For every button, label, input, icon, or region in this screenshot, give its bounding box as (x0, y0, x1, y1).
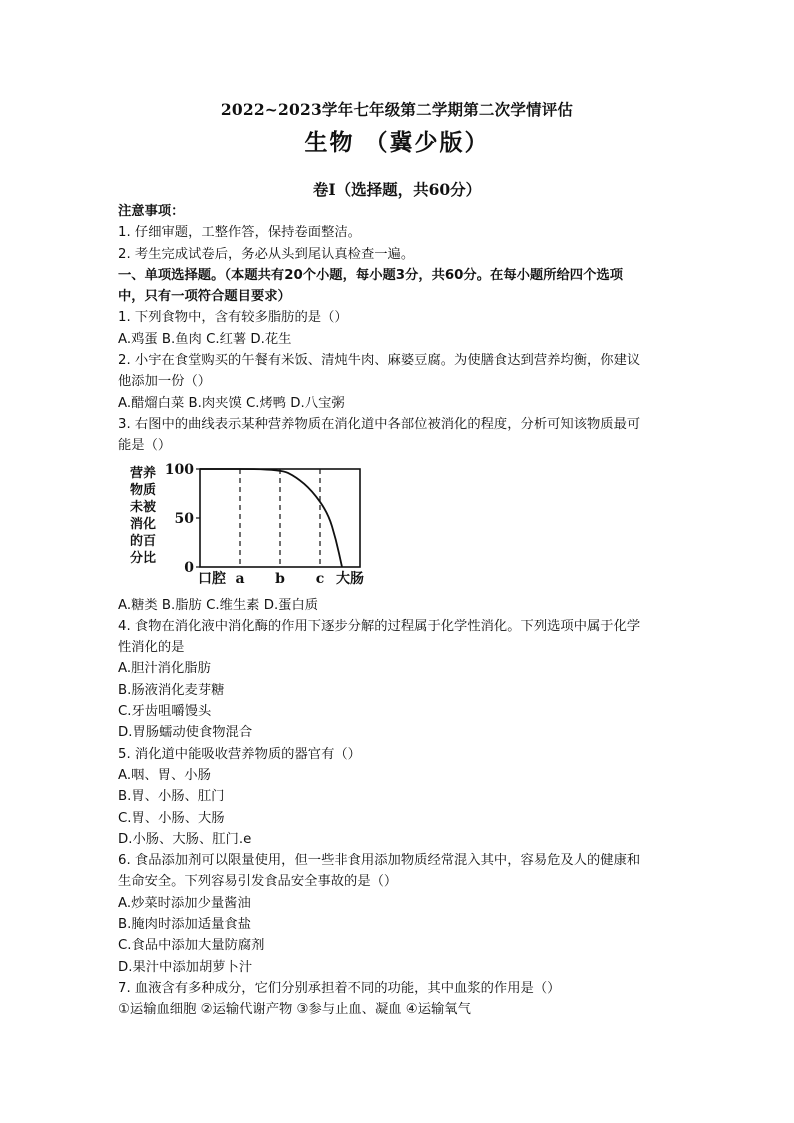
note-item: 2. 考生完成试卷后，务必从头到尾认真检查一遍。 (118, 246, 415, 262)
q2-stem: 2. 小宇在食堂购买的午餐有米饭、清炖牛肉、麻婆豆腐。为使膳食达到营养均衡，你建议 (118, 353, 641, 369)
q7-stem: 7. 血液含有多种成分，它们分别承担着不同的功能，其中血浆的作用是（） (118, 980, 561, 996)
y-axis-label: 的百 (130, 533, 157, 549)
y-axis-label: 分比 (130, 550, 157, 566)
q3-stem-cont: 能是（） (118, 438, 172, 454)
q6-stem: 6. 食品添加剂可以限量使用，但一些非食用添加物质经常混入其中，容易危及人的健康和 (118, 853, 641, 869)
q4-option-c: C.牙齿咀嚼馒头 (118, 704, 212, 720)
q5-stem: 5. 消化道中能吸收营养物质的器官有（） (118, 746, 361, 762)
q4-stem: 4. 食物在消化液中消化酶的作用下逐步分解的过程属于化学性消化。下列选项中属于化学 (118, 618, 641, 634)
q1-options: A.鸡蛋 B.鱼肉 C.红薯 D.花生 (118, 331, 292, 347)
q3-options: A.糖类 B.脂肪 C.维生素 D.蛋白质 (118, 597, 319, 613)
x-tick-label: 大肠 (336, 570, 364, 587)
x-tick-label: b (275, 570, 285, 587)
q4-option-b: B.肠液消化麦芽糖 (118, 682, 225, 698)
series-line (200, 469, 342, 567)
q4-option-a: A.胆汁消化脂肪 (118, 661, 211, 677)
y-axis-label: 物质 (130, 482, 157, 498)
section-title: 卷Ⅰ（选择题，共60分） (312, 180, 482, 199)
q6-stem-cont: 生命安全。下列容易引发食品安全事故的是（） (118, 874, 398, 890)
q3-stem: 3. 右图中的曲线表示某种营养物质在消化道中各部位被消化的程度，分析可知该物质最可 (118, 416, 641, 432)
exam-title: 2022~2023学年七年级第二学期第二次学情评估 (220, 100, 574, 119)
q5-option-b: B.胃、小肠、肛门 (118, 789, 225, 805)
note-item: 1. 仔细审题，工整作答，保持卷面整洁。 (118, 225, 361, 241)
digestion-chart (118, 461, 684, 591)
q7-options: ①运输血细胞 ②运输代谢产物 ③参与止血、凝血 ④运输氧气 (118, 1002, 471, 1018)
q6-option-c: C.食品中添加大量防腐剂 (118, 938, 265, 954)
y-axis-label: 营养 (130, 465, 157, 481)
q4-stem-cont: 性消化的是 (118, 640, 185, 656)
notes-heading: 注意事项： (118, 204, 185, 219)
q5-option-d: D.小肠、大肠、肛门.e (118, 831, 252, 847)
x-tick-label: 口腔 (198, 570, 226, 587)
x-tick-label: a (235, 570, 245, 587)
y-axis-label: 消化 (130, 516, 157, 532)
q5-option-c: C.胃、小肠、大肠 (118, 810, 225, 826)
part1-heading: 一、单项选择题。（本题共有20个小题，每小题3分，共60分。在每小题所给四个选项 (118, 267, 623, 283)
subject-title: 生物 （冀少版） (304, 129, 490, 156)
part1-heading-cont: 中，只有一项符合题目要求） (118, 289, 291, 305)
q6-option-d: D.果汁中添加胡萝卜汁 (118, 959, 253, 975)
q2-options: A.醋熘白菜 B.肉夹馍 C.烤鸭 D.八宝粥 (118, 395, 345, 411)
q1-stem: 1. 下列食物中，含有较多脂肪的是（） (118, 310, 348, 326)
q6-option-b: B.腌肉时添加适量食盐 (118, 917, 252, 933)
y-tick-label: 100 (164, 461, 194, 478)
y-tick-label: 50 (174, 510, 194, 527)
q4-option-d: D.胃肠蠕动使食物混合 (118, 725, 253, 741)
y-tick-label: 0 (184, 559, 194, 576)
y-axis-label: 未被 (130, 499, 157, 515)
digestion-chart-svg (118, 461, 378, 591)
q2-stem-cont: 他添加一份（） (118, 374, 212, 390)
exam-body (118, 201, 684, 1021)
x-tick-label: c (315, 570, 325, 587)
q5-option-a: A.咽、胃、小肠 (118, 767, 211, 783)
q6-option-a: A.炒菜时添加少量酱油 (118, 895, 251, 911)
